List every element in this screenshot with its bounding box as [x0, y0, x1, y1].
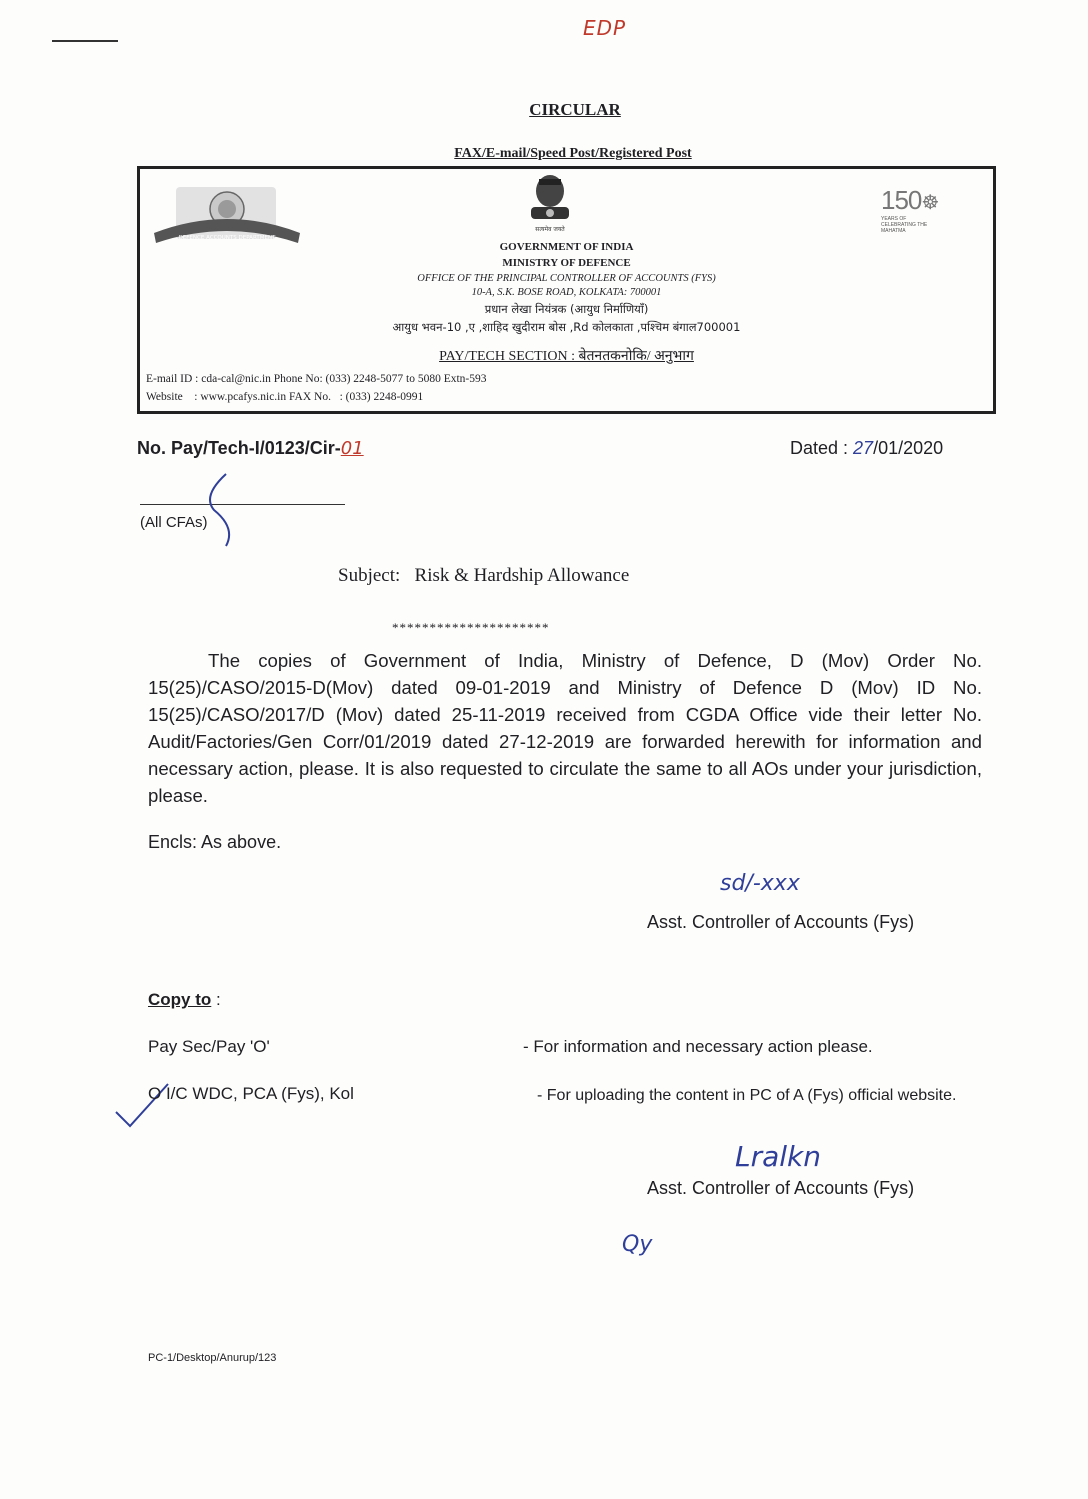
date-prefix: Dated : — [790, 438, 854, 458]
signature-scrawl-2: Lralkn — [735, 1140, 822, 1173]
contact-website-fax: Website : www.pcafys.nic.in FAX No. : (033) 2248-0991 — [146, 391, 424, 403]
copy-purpose: - For information and necessary action please. — [523, 1037, 873, 1056]
addressee: (All CFAs) — [140, 514, 208, 531]
header-section: PAY/TECH SECTION : बेतनतकनोकि/ अनुभाग — [439, 349, 694, 364]
separator-stars: ********************* — [392, 620, 550, 635]
reference-number — [137, 438, 364, 459]
anniversary-logo: 150☸ YEARS OF CELEBRATING THE MAHATMA — [881, 187, 953, 233]
header-hindi-office: प्रधान लेखा नियंत्रक (आयुध निर्माणियाँ) — [484, 302, 649, 316]
header-office: OFFICE OF THE PRINCIPAL CONTROLLER OF ACCOUNTS (FYS) — [417, 273, 716, 284]
reference-handwritten: 01 — [340, 438, 364, 459]
copy-to-label: Copy to — [148, 990, 212, 1009]
logo-text: DEFENCE ACCOUNTS DEPARTMENT — [178, 235, 276, 241]
handwritten-annotation: EDP — [583, 16, 627, 40]
circular-date — [790, 438, 943, 459]
copy-to-colon: : — [211, 990, 221, 1009]
copy-purpose: - For uploading the content in PC of A (Fys) official website. — [537, 1087, 957, 1104]
enclosures: Encls: As above. — [148, 832, 282, 852]
document-title: CIRCULAR — [529, 100, 621, 119]
anniversary-number: 150 — [881, 185, 922, 215]
contact-email-phone: E-mail ID : cda-cal@nic.in Phone No: (033) 2248-5077 to 5080 Extn-593 — [146, 373, 487, 385]
header-hindi-address: आयुध भवन-10 ,ए ,शाहिद खुदीराम बोस ,Rd कोलकाता ,पश्चिम बंगाल700001 — [392, 320, 741, 334]
date-handwritten: 27 — [853, 438, 874, 458]
header-government: GOVERNMENT OF INDIA — [499, 241, 634, 253]
initial-mark: Qy — [622, 1232, 653, 1257]
file-path-footer: PC-1/Desktop/Anurup/123 — [148, 1352, 277, 1364]
header-address: 10-A, S.K. BOSE ROAD, KOLKATA: 700001 — [471, 287, 662, 298]
header-ministry: MINISTRY OF DEFENCE — [502, 257, 631, 269]
signature-scrawl-1: sd/-xxx — [720, 871, 800, 896]
margin-mark — [52, 40, 118, 42]
date-suffix: /01/2020 — [873, 438, 944, 458]
signatory-designation-1: Asst. Controller of Accounts (Fys) — [647, 912, 915, 932]
anniversary-text: YEARS OF CELEBRATING THE MAHATMA — [881, 216, 928, 234]
hand-mark-icon — [196, 470, 236, 550]
body-paragraph: The copies of Government of India, Ministry of Defence, D (Mov) Order No. 15(25)/CASO/2015-D(Mov) dated 09-01-2019 and Ministry of Defence D (Mov) ID No. 15(25)/CASO/2017/D (Mov) dated 25-11-2019 received from CGDA Office vide their letter No. Audit/Factories/Gen Corr/01/2019 dated 27-12-2019 are forwarded herewith for information and necessary action, please. It is also requested to circulate the same to all AOs under your jurisdiction, please. — [148, 650, 982, 806]
national-emblem-icon — [523, 171, 577, 237]
copy-recipient: Pay Sec/Pay 'O' — [148, 1037, 270, 1056]
signatory-designation-2: Asst. Controller of Accounts (Fys) — [647, 1178, 915, 1198]
copy-recipient: O I/C WDC, PCA (Fys), Kol — [148, 1084, 354, 1103]
subject-line: Subject: Risk & Hardship Allowance — [338, 565, 630, 586]
letterhead — [137, 166, 996, 414]
addressee-rule — [140, 504, 345, 505]
defence-accounts-logo — [148, 183, 306, 247]
dispatch-mode: FAX/E-mail/Speed Post/Registered Post — [454, 146, 692, 161]
emblem-motto: सत्यमेव जयते — [535, 226, 565, 233]
reference-prefix: No. Pay/Tech-I/0123/Cir- — [137, 438, 341, 458]
copy-to-heading — [148, 990, 221, 1010]
